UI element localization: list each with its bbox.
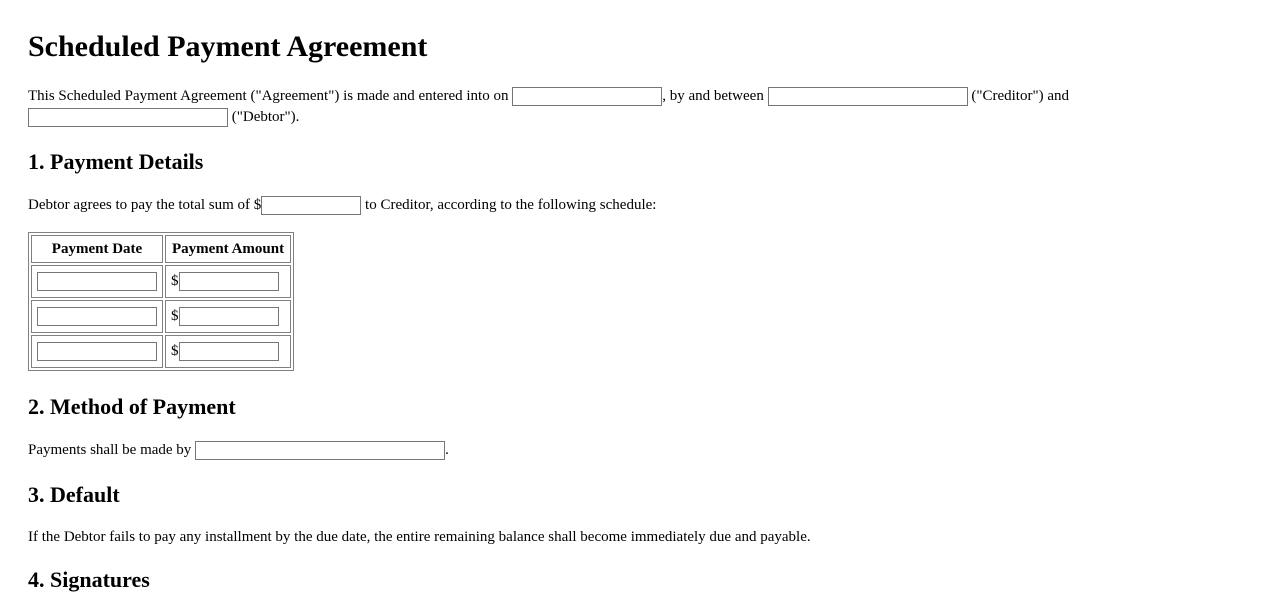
payment-total-text-2: to Creditor, according to the following schedule:: [365, 197, 657, 213]
payment-method-text: Payments shall be made by: [28, 442, 192, 458]
payment-amount-input-3[interactable]: [179, 342, 279, 361]
table-row: [31, 300, 291, 333]
payment-method-line: [28, 440, 449, 460]
section-heading-payment-details: 1. Payment Details: [28, 149, 204, 174]
payment-amount-input-1[interactable]: [179, 272, 279, 291]
currency-symbol: $: [171, 342, 179, 359]
table-header-row: [31, 235, 291, 263]
intro-text-2: , by and between: [662, 88, 764, 104]
column-header-payment-date: Payment Date: [31, 235, 163, 263]
default-clause: If the Debtor fails to pay any installment by the due date, the entire remaining balance shall become immediately due and payable.: [28, 529, 811, 545]
payment-date-input-2[interactable]: [37, 307, 157, 326]
debtor-name-input[interactable]: [28, 108, 228, 127]
table-row: [31, 265, 291, 298]
payment-total-text-1: Debtor agrees to pay the total sum of $: [28, 197, 262, 213]
intro-text-3: ("Creditor") and: [971, 88, 1069, 104]
payment-date-cell: [31, 335, 163, 368]
section-heading-method-of-payment: 2. Method of Payment: [28, 394, 236, 419]
total-sum-input[interactable]: [261, 196, 361, 215]
column-header-payment-amount: Payment Amount: [165, 235, 291, 263]
payment-schedule-table: [28, 232, 294, 371]
payment-amount-cell: [165, 335, 291, 368]
intro-text-1: This Scheduled Payment Agreement ("Agreement") is made and entered into on: [28, 88, 509, 104]
payment-date-input-1[interactable]: [37, 272, 157, 291]
creditor-name-input[interactable]: [768, 87, 968, 106]
section-heading-default: 3. Default: [28, 482, 120, 507]
payment-total-line: [28, 195, 656, 215]
section-heading-signatures: 4. Signatures: [28, 567, 150, 592]
intro-line-1: [28, 86, 1069, 106]
currency-symbol: $: [171, 307, 179, 324]
currency-symbol: $: [171, 272, 179, 289]
payment-method-input[interactable]: [195, 441, 445, 460]
payment-date-input-3[interactable]: [37, 342, 157, 361]
payment-amount-cell: [165, 265, 291, 298]
payment-amount-input-2[interactable]: [179, 307, 279, 326]
payment-date-cell: [31, 265, 163, 298]
intro-line-2: [28, 107, 299, 127]
agreement-date-input[interactable]: [512, 87, 662, 106]
table-row: [31, 335, 291, 368]
payment-amount-cell: [165, 300, 291, 333]
payment-method-period: .: [445, 442, 449, 458]
payment-date-cell: [31, 300, 163, 333]
intro-text-4: ("Debtor").: [231, 109, 300, 125]
page-title: Scheduled Payment Agreement: [28, 30, 428, 63]
